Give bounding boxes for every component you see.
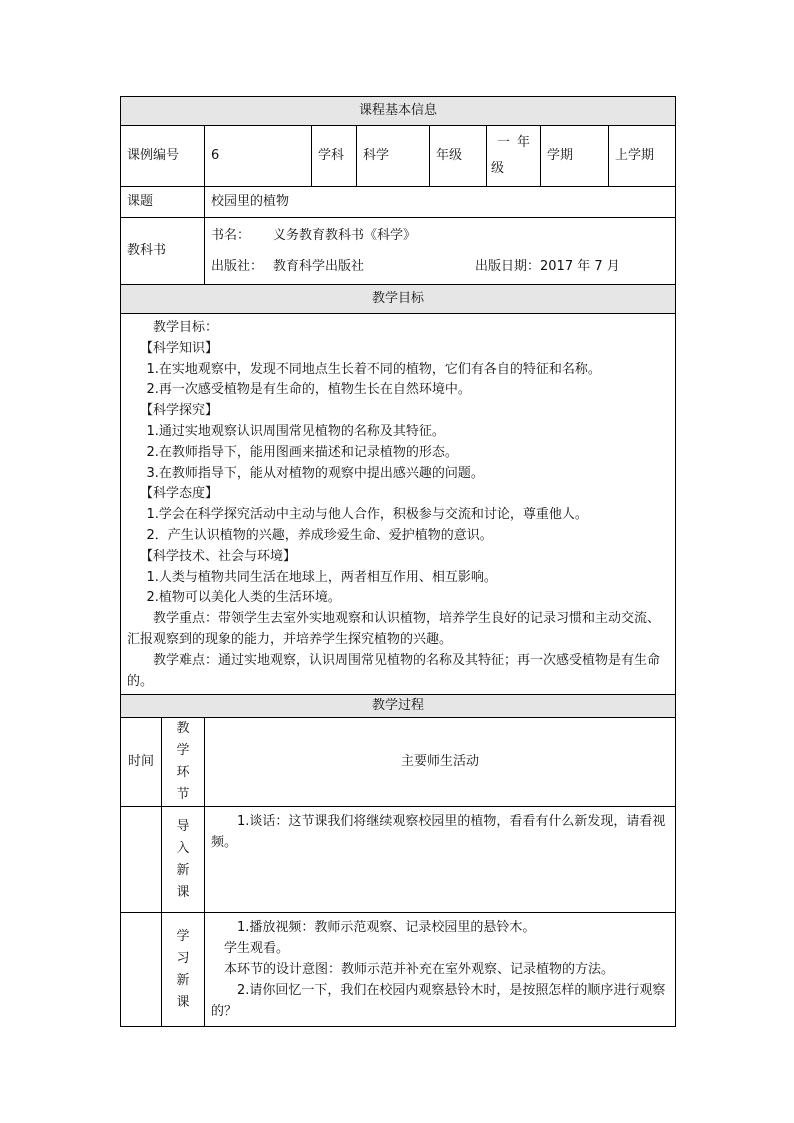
grade-value <box>487 126 541 187</box>
key-point: 教学重点：带领学生去室外实地观察和认识植物，培养学生良好的记录习惯和主动交流、汇报观察到的现象的能力，并培养学生探究植物的兴趣。 <box>127 611 661 647</box>
activity-line: 1.谈话：这节课我们将继续观察校园里的植物，看看有什么新发现，请看视频。 <box>211 814 666 851</box>
table-row <box>121 913 676 1027</box>
grade-part3: 级 <box>491 161 505 176</box>
activity-line: 2.请你回忆一下，我们在校园内观察悬铃木时，是按照怎样的顺序进行观察的？ <box>211 983 666 1020</box>
col-activity-header: 主要师生活动 <box>205 718 676 807</box>
topic-label: 课题 <box>121 187 205 218</box>
goals-line: 2.植物可以美化人类的生活环境。 <box>146 590 341 606</box>
goals-line: 1.学会在科学探究活动中主动与他人合作，积极参与交流和讨论，尊重他人。 <box>146 507 588 523</box>
difficult-point: 教学难点：通过实地观察，认识周围常见植物的名称及其特征；再一次感受植物是有生命的。 <box>127 652 661 689</box>
book-name-label: 书名： <box>211 228 251 243</box>
publisher-value: 教育科学出版社 <box>273 259 365 274</box>
textbook-details <box>205 218 676 285</box>
book-name-value: 义务教育教科书《科学》 <box>273 228 417 243</box>
activity-line: 学生观看。 <box>224 941 290 957</box>
stage-cell-intro: 导 入 新 课 <box>162 807 205 913</box>
grade-part2: 年 <box>516 135 530 150</box>
goals-content <box>121 314 676 695</box>
term-label: 学期 <box>541 126 609 187</box>
publisher-label: 出版社： <box>211 259 264 274</box>
grade-label: 年级 <box>430 126 487 187</box>
case-no-value: 6 <box>205 126 312 187</box>
section-header-basic-info: 课程基本信息 <box>121 97 676 126</box>
goals-line: 教学目标： <box>153 320 219 335</box>
activity-cell-intro <box>205 807 676 913</box>
col-time-header: 时间 <box>121 718 162 807</box>
publish-date-label: 出版日期： <box>475 259 541 274</box>
textbook-label: 教科书 <box>121 218 205 285</box>
goals-line: 1.在实地观察中，发现不同地点生长着不同的植物，它们有各自的特征和名称。 <box>146 361 601 377</box>
goals-line: 1.通过实地观察认识周围常见植物的名称及其特征。 <box>146 423 445 439</box>
lesson-plan-sheet <box>120 96 675 1027</box>
activity-cell-learn <box>205 913 676 1027</box>
subject-label: 学科 <box>312 126 357 187</box>
term-value: 上学期 <box>609 126 676 187</box>
lesson-plan-table <box>120 96 676 1027</box>
goals-line: 【科学探究】 <box>140 403 219 419</box>
time-cell <box>121 913 162 1027</box>
time-cell <box>121 807 162 913</box>
publish-date-value: 2017 年 7 月 <box>540 259 620 274</box>
goals-line: 2．产生认识植物的兴趣，养成珍爱生命、爱护植物的意识。 <box>146 527 493 543</box>
subject-value: 科学 <box>357 126 430 187</box>
goals-line: 1.人类与植物共同生活在地球上，两者相互作用、相互影响。 <box>146 569 497 585</box>
topic-value: 校园里的植物 <box>205 187 676 218</box>
goals-line: 2.在教师指导下，能用图画来描述和记录植物的形态。 <box>146 444 458 460</box>
table-row <box>121 807 676 913</box>
grade-part1: 一 <box>497 135 511 150</box>
goals-line: 2.再一次感受植物是有生命的，植物生长在自然环境中。 <box>146 382 471 398</box>
goals-line: 【科学态度】 <box>140 486 219 502</box>
goals-line: 3.在教师指导下，能从对植物的观察中提出感兴趣的问题。 <box>146 465 484 481</box>
stage-cell-learn: 学 习 新 课 <box>162 913 205 1027</box>
activity-line: 1.播放视频：教师示范观察、记录校园里的悬铃木。 <box>237 920 536 936</box>
goals-line: 【科学知识】 <box>140 340 219 356</box>
col-stage-header: 教 学 环 节 <box>162 718 205 807</box>
activity-line: 本环节的设计意图：教师示范并补充在室外观察、记录植物的方法。 <box>224 962 615 978</box>
section-header-goals: 教学目标 <box>121 285 676 314</box>
section-header-process: 教学过程 <box>121 695 676 718</box>
case-no-label: 课例编号 <box>121 126 205 187</box>
goals-line: 【科学技术、社会与环境】 <box>140 548 297 564</box>
